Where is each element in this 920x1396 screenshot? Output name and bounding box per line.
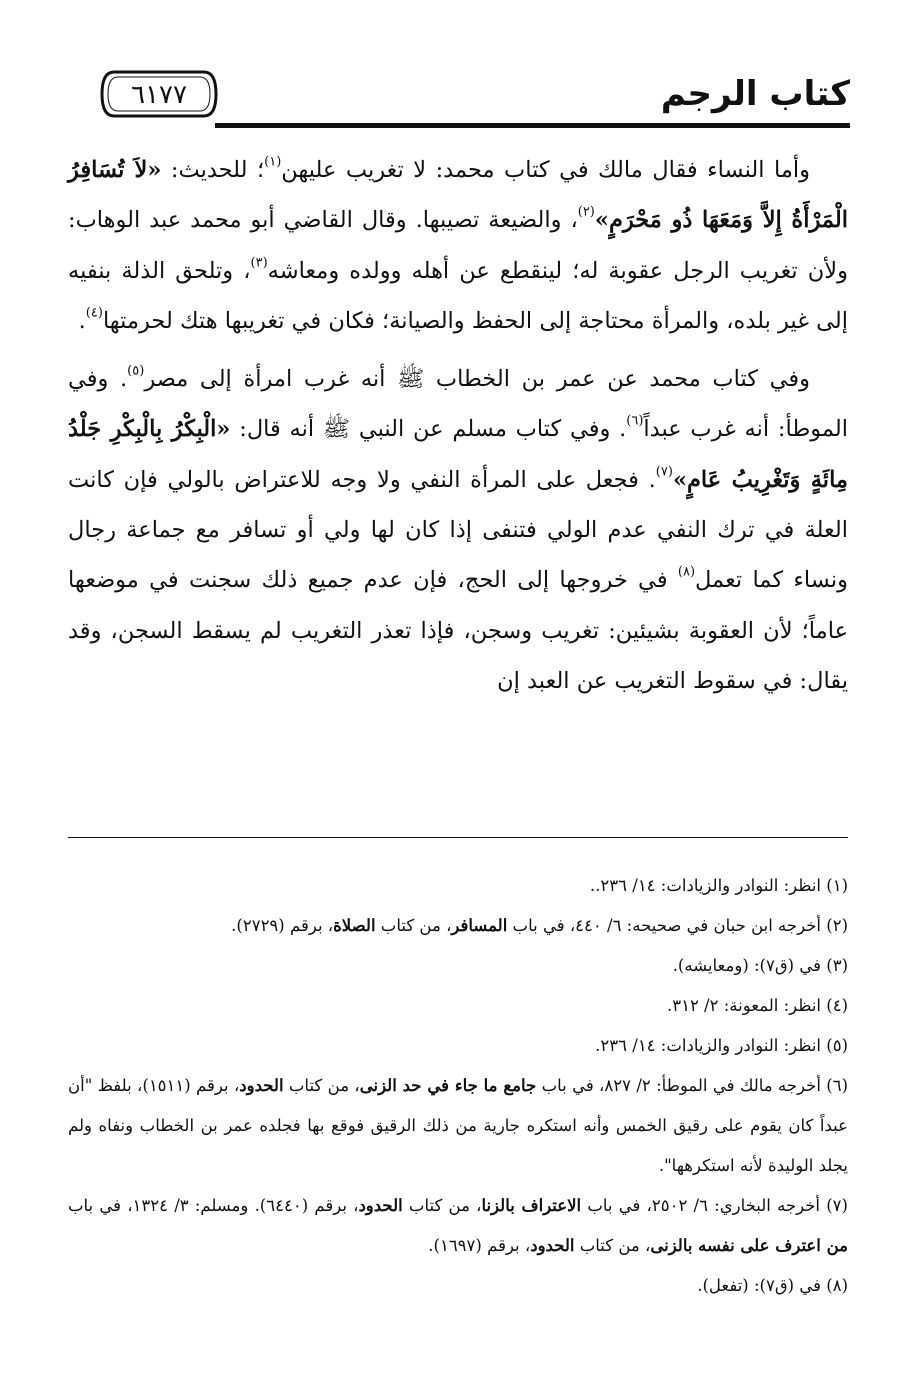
text-run: (٦) أخرجه مالك في الموطأ: ٢/ ٨٢٧، في باب [536,1076,849,1095]
text-run: . [78,307,86,334]
paragraph-2 [68,354,848,706]
hadith-quote: «الْبِكْرُ بِالْبِكْرِ جَلْدُ مِائَةٍ وَتَغْرِيبُ عَامٍ» [68,416,848,493]
text-run: . وفي كتاب مسلم عن النبي ﷺ أنه قال: [230,416,627,443]
footnote-4: (٤) انظر: المعونة: ٢/ ٣١٢. [666,996,848,1015]
text-run: ؛ للحديث: [161,157,265,183]
text-run: ، من كتاب [283,1076,360,1095]
footnote-ref[interactable]: (٣) [250,254,268,270]
text-run: المسافر [451,916,508,935]
text-run: ، برقم (١٦٩٧). [428,1236,531,1255]
footnote-ref[interactable]: (٤) [85,305,103,321]
footnotes [68,866,848,1306]
text-run: الحدود [239,1076,284,1095]
text-run: ، والضيعة تصيبها. وقال القاضي أبو محمد عبد الوهاب: ولأن تغريب الرجل عقوبة له؛ لينقطع عن أهله وولده ومعاشه [68,207,848,284]
text-run: ، برقم (١٥١١)، بلفظ "أن عبداً كان يقوم على رقيق الخمس وأنه استكره جارية من ذلك الرقيق فوقع بها فجلده عمر بن الخطاب ونفاه ولم يجلد الوليدة لأنه استكرهها". [68,1076,848,1175]
chapter-title: كتاب الرجم [660,74,850,114]
text-run: . فجعل على المرأة النفي ولا وجه للاعتراض بالولي فإن كانت العلة في ترك النفي عدم الولي فتنفى إذا كان لها ولي أو تسافر مع جماعة رجال ونساء كما تعمل [68,466,848,594]
header-rule [215,123,850,128]
text-run: وفي كتاب محمد عن عمر بن الخطاب ﷺ أنه غرب امرأة إلى مصر [144,366,810,393]
footnote-8: (٨) في (ق٧): (تفعل). [697,1276,848,1295]
footnote-5: (٥) انظر: النوادر والزيادات: ١٤/ ٢٣٦. [595,1036,848,1055]
text-run: في خروجها إلى الحج، فإن عدم جميع ذلك سجنت في موضعها عاماً؛ لأن العقوبة بشيئين: تغريب وسجن، فإذا تعذر التغريب لم يسقط السجن، وقد يقال: في سقوط التغريب عن العبد إن [68,567,848,694]
footnote-3: (٣) في (ق٧): (ومعايشه). [672,956,848,975]
text-run: ، وتلحق الذلة بنفيه إلى غير بلده، والمرأة محتاجة إلى الحفظ والصيانة؛ فكان في تغريبها هتك لحرمتها [68,257,848,334]
footnote-ref[interactable]: (٢) [577,204,595,220]
page-header [100,60,850,130]
text-run: ، من كتاب [574,1236,651,1255]
text-run: الحدود [530,1236,575,1255]
text-run: (٧) أخرجه البخاري: ٦/ ٢٥٠٢، في باب [581,1196,848,1215]
page-number: ٦١٧٧ [131,80,187,110]
text-run: من اعترف على نفسه بالزنى [650,1236,848,1255]
text-run: جامع ما جاء في حد الزنى [359,1076,537,1095]
text-run: . وفي الموطأ: أنه غرب عبداً [68,366,848,443]
footnote-ref[interactable]: (٨) [677,564,696,580]
text-run: (٢) أخرجه ابن حبان في صحيحه: ٦/ ٤٤٠، في باب [507,916,848,935]
text-run: الحدود [358,1196,403,1215]
hadith-quote: «لاَ تُسَافِرُ الْمَرْأَةُ إِلاَّ وَمَعَهَا ذُو مَحْرَمٍ» [68,157,848,234]
text-run: ، برقم (٢٧٢٩). [231,916,334,935]
text-run: ، برقم (٦٤٤٠). ومسلم: ٣/ ١٣٢٤، في باب [68,1196,359,1215]
text-run: ، من كتاب [375,916,452,935]
footnote-ref[interactable]: (٦) [626,413,644,429]
footnote-ref[interactable]: (٧) [655,464,673,480]
page-number-frame [100,68,218,120]
text-run: وأما النساء فقال مالك في كتاب محمد: لا تغريب عليهن [281,157,810,183]
paragraph-1 [68,145,848,346]
main-text [68,145,848,706]
footnote-2 [68,906,848,946]
text-run: ، من كتاب [402,1196,482,1215]
footnote-ref[interactable]: (١) [264,154,282,170]
text-run: الصلاة [333,916,376,935]
footnote-6 [68,1066,848,1186]
footnote-1: (١) انظر: النوادر والزيادات: ١٤/ ٢٣٦.. [589,876,848,895]
text-run: الاعتراف بالزنا [481,1196,582,1215]
footnote-ref[interactable]: (٥) [127,363,145,379]
footnote-separator [68,837,848,838]
footnote-7 [68,1186,848,1266]
